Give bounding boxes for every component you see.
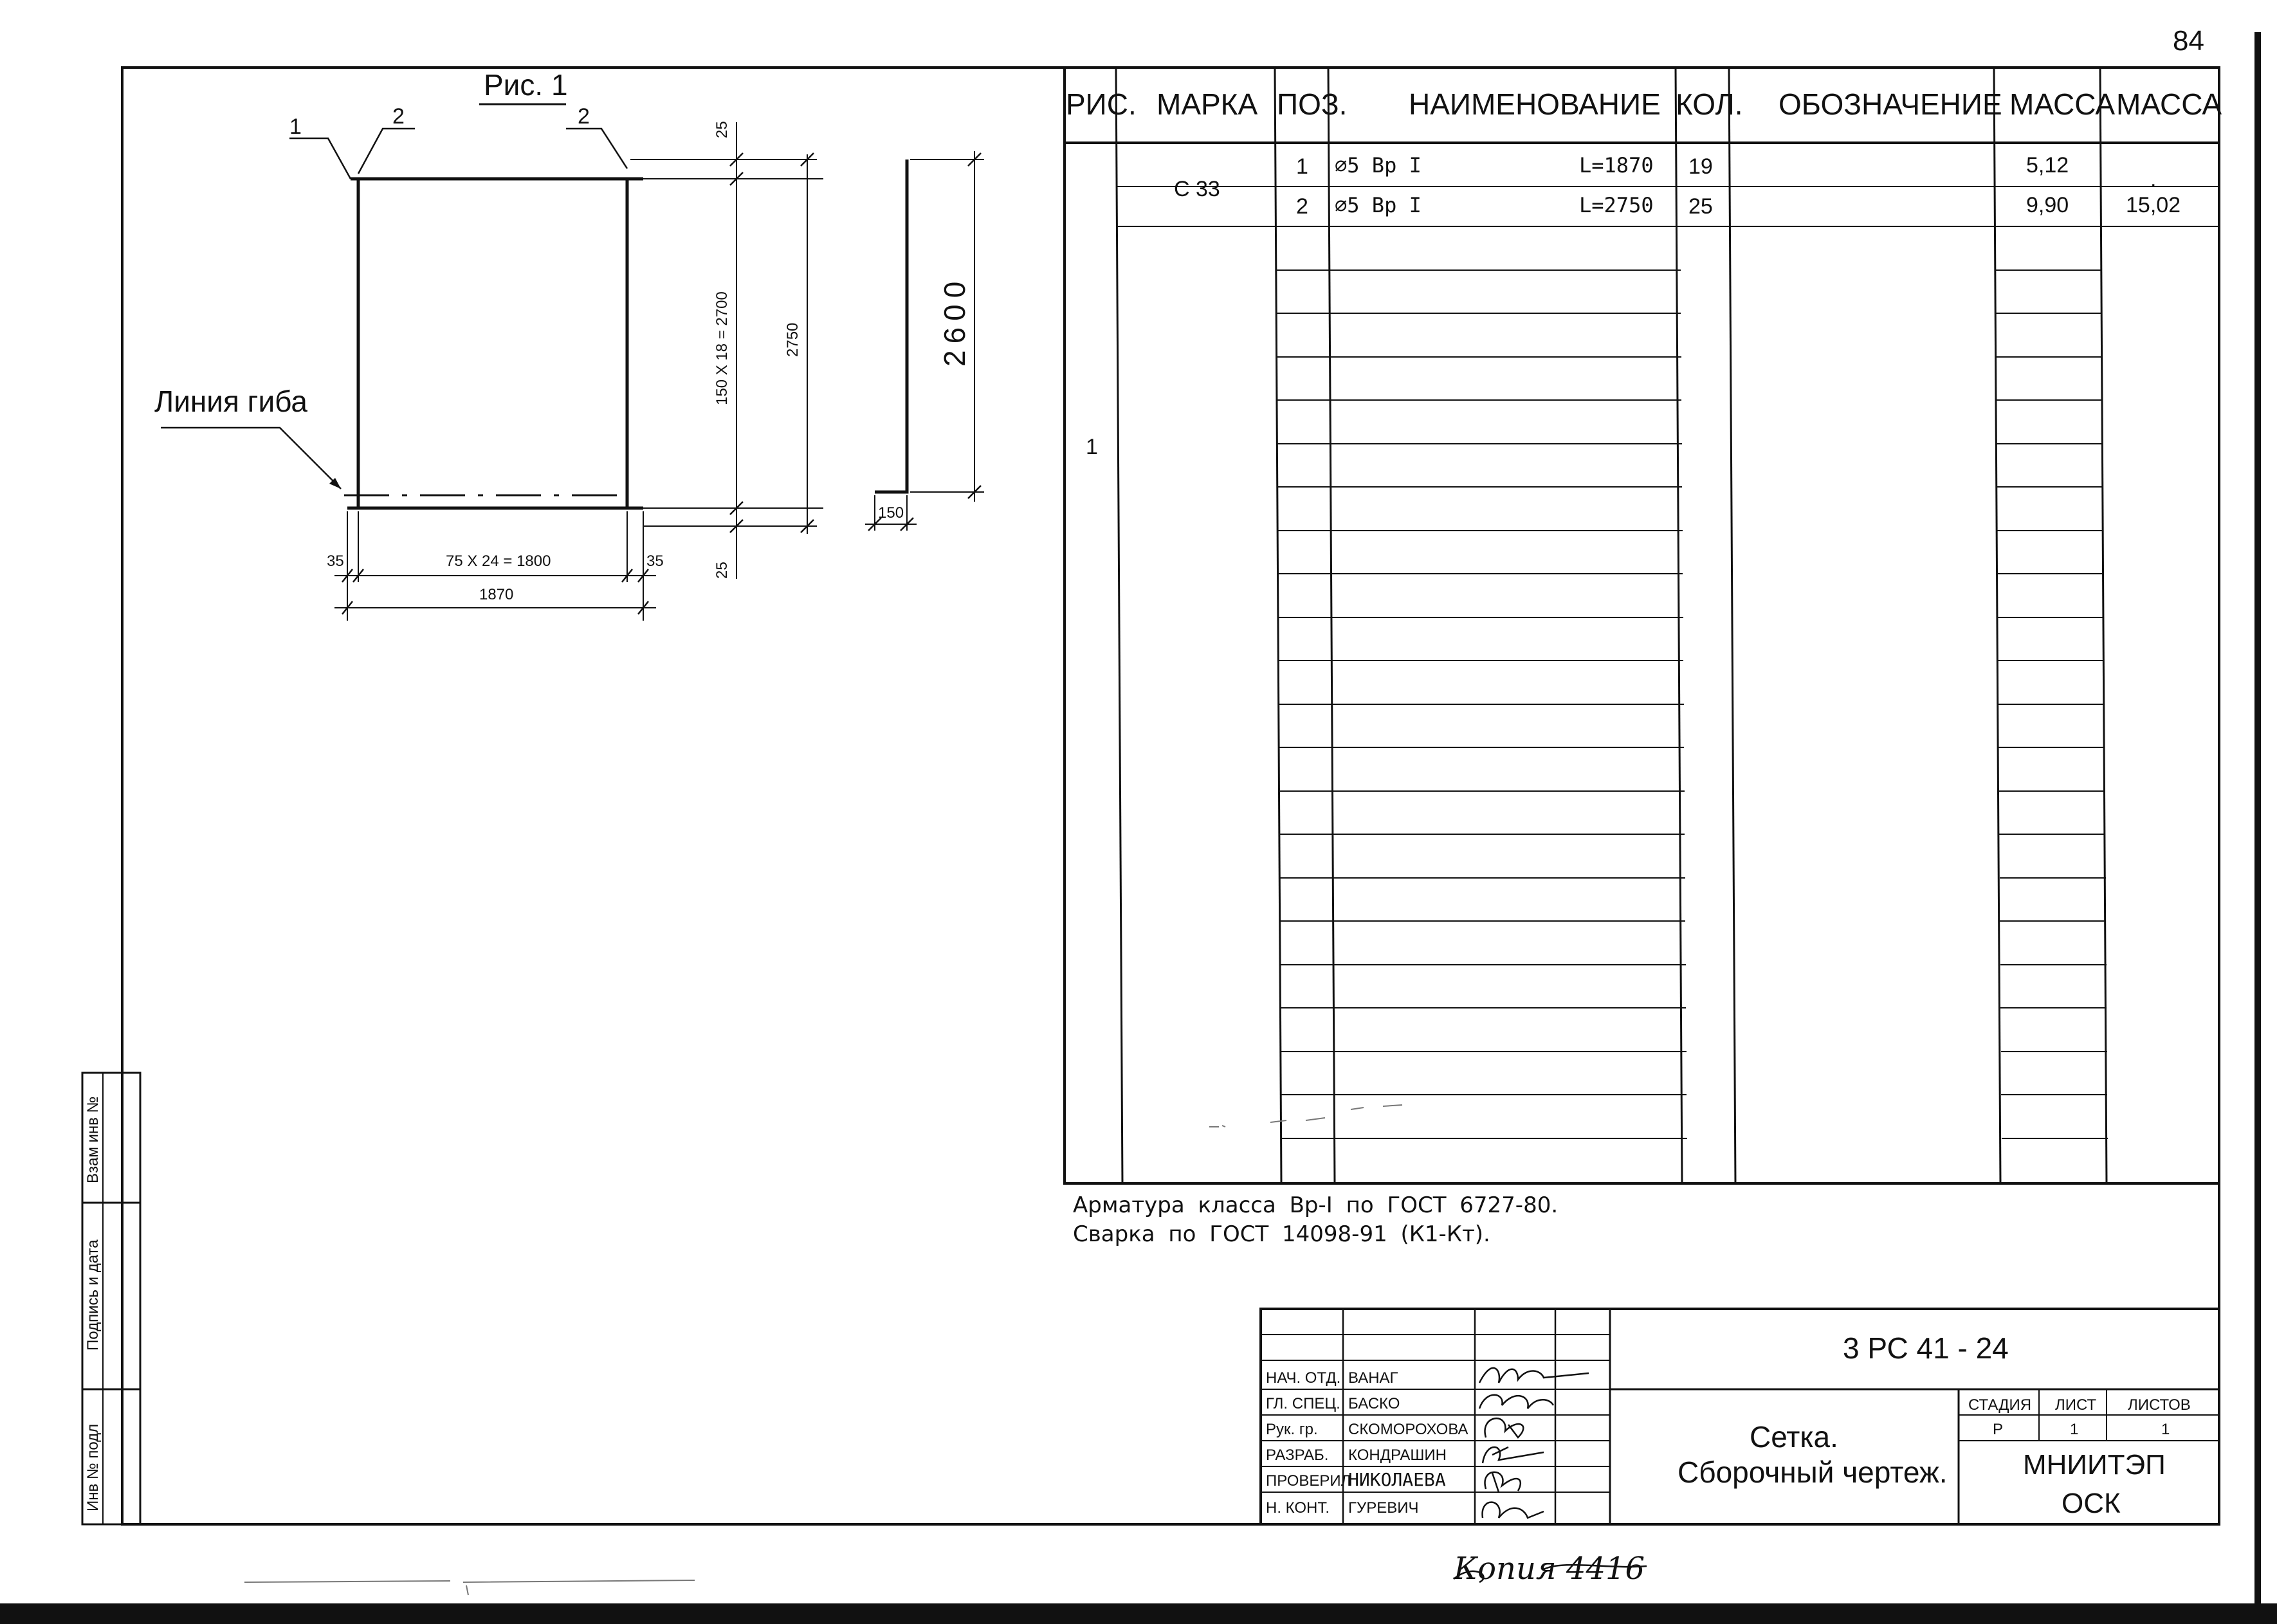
- organization-line-1: МНИИТЭП: [2023, 1449, 2166, 1481]
- dim-top-edge: 25: [713, 121, 731, 138]
- row1-pos: 1: [1296, 154, 1308, 179]
- sheet-value: 1: [2070, 1421, 2079, 1438]
- signatures: [1479, 1368, 1589, 1518]
- drawing-title-line-1: Сетка.: [1750, 1420, 1838, 1454]
- side-stamp-original-inv: Инв № подл: [84, 1423, 102, 1511]
- dim-left-offset: 35: [327, 552, 344, 570]
- row1-mass: 5,12: [2026, 153, 2069, 178]
- callout-2-right: 2: [578, 104, 590, 129]
- dim-side-leg: 150: [878, 504, 904, 522]
- role-chief-spec: ГЛ. СПЕЦ.: [1266, 1395, 1340, 1412]
- row1-length: L=1870: [1579, 153, 1654, 178]
- stage-header: СТАДИЯ: [1968, 1396, 2032, 1414]
- header-designation: ОБОЗНАЧЕНИЕ: [1779, 87, 2002, 121]
- header-mark: МАРКА: [1157, 87, 1258, 121]
- row1-name: ∅5 Вр I: [1335, 153, 1422, 178]
- note-line-1: Арматура класса Вр-I по ГОСТ 6727-80.: [1073, 1192, 1559, 1218]
- dim-side-height: 2600: [938, 275, 971, 367]
- note-line-2: Сварка по ГОСТ 14098-91 (К1-Кт).: [1073, 1221, 1490, 1247]
- header-mass-element: МАССА: [2116, 87, 2222, 121]
- row2-pos: 2: [1296, 194, 1308, 219]
- dim-total-width: 1870: [479, 586, 514, 603]
- callout-1: 1: [289, 114, 302, 139]
- mesh-drawing: [161, 104, 984, 621]
- scan-specks: [244, 1105, 1402, 1595]
- header-qty: КОЛ.: [1676, 87, 1743, 121]
- sheets-header: ЛИСТОВ: [2128, 1396, 2191, 1414]
- bottom-border-bar: [0, 1603, 2277, 1624]
- sheets-value: 1: [2161, 1421, 2170, 1438]
- role-norm-control: Н. КОНТ.: [1266, 1499, 1330, 1517]
- name-group-lead: СКОМОРОХОВА: [1348, 1421, 1468, 1438]
- dim-total-height: 2750: [784, 322, 801, 357]
- header-mass-unit: МАССА: [2009, 87, 2116, 121]
- dim-horizontal-pitch: 75 X 24 = 1800: [446, 552, 551, 570]
- row2-name: ∅5 Вр I: [1335, 193, 1422, 217]
- total-mass: 15,02: [2126, 193, 2181, 217]
- dim-bottom-edge: 25: [713, 561, 731, 579]
- dim-vertical-pitch: 150 X 18 = 2700: [713, 291, 731, 405]
- header-pos: ПОЗ.: [1277, 87, 1348, 121]
- total-mass-dot: .: [2150, 167, 2157, 192]
- name-head-dept: ВАНАГ: [1348, 1369, 1398, 1387]
- row2-mass: 9,90: [2026, 193, 2069, 217]
- role-group-lead: Рук. гр.: [1266, 1421, 1318, 1438]
- side-stamp-replace-inv: Взам инв №: [84, 1096, 102, 1183]
- name-checker: НИКОЛАЕВА: [1348, 1469, 1446, 1490]
- name-norm-control: ГУРЕВИЧ: [1348, 1499, 1419, 1517]
- header-name: НАИМЕНОВАНИЕ: [1409, 87, 1661, 121]
- sheet-header: ЛИСТ: [2055, 1396, 2097, 1414]
- mark-cell: С 33: [1174, 177, 1220, 201]
- callout-2-left: 2: [392, 104, 405, 129]
- sheet-frame: [122, 68, 2219, 1524]
- bend-line-label: Линия гиба: [154, 385, 308, 418]
- row2-qty: 25: [1688, 194, 1713, 219]
- fig-number-cell: 1: [1086, 435, 1098, 459]
- role-checker: ПРОВЕРИЛ: [1266, 1472, 1351, 1490]
- name-chief-spec: БАСКО: [1348, 1395, 1400, 1412]
- side-stamp-signature-date: Подпись и дата: [84, 1239, 102, 1351]
- page-number: 84: [2173, 25, 2204, 57]
- organization-line-2: ОСК: [2062, 1488, 2121, 1519]
- spec-table-grid: [1065, 68, 2219, 1183]
- figure-title: Рис. 1: [484, 68, 568, 102]
- role-head-dept: НАЧ. ОТД.: [1266, 1369, 1341, 1387]
- dim-right-offset: 35: [646, 552, 664, 570]
- drawing-title-line-2: Сборочный чертеж.: [1678, 1455, 1948, 1489]
- name-developer: КОНДРАШИН: [1348, 1446, 1447, 1464]
- row1-qty: 19: [1688, 154, 1713, 179]
- drawing-code: 3 РС 41 - 24: [1843, 1331, 2009, 1365]
- stage-value: Р: [1993, 1421, 2004, 1438]
- handwritten-copy-note: Копия 4416: [1454, 1551, 1645, 1587]
- row2-length: L=2750: [1579, 193, 1654, 217]
- header-fig: РИС.: [1066, 87, 1137, 121]
- role-developer: РАЗРАБ.: [1266, 1446, 1329, 1464]
